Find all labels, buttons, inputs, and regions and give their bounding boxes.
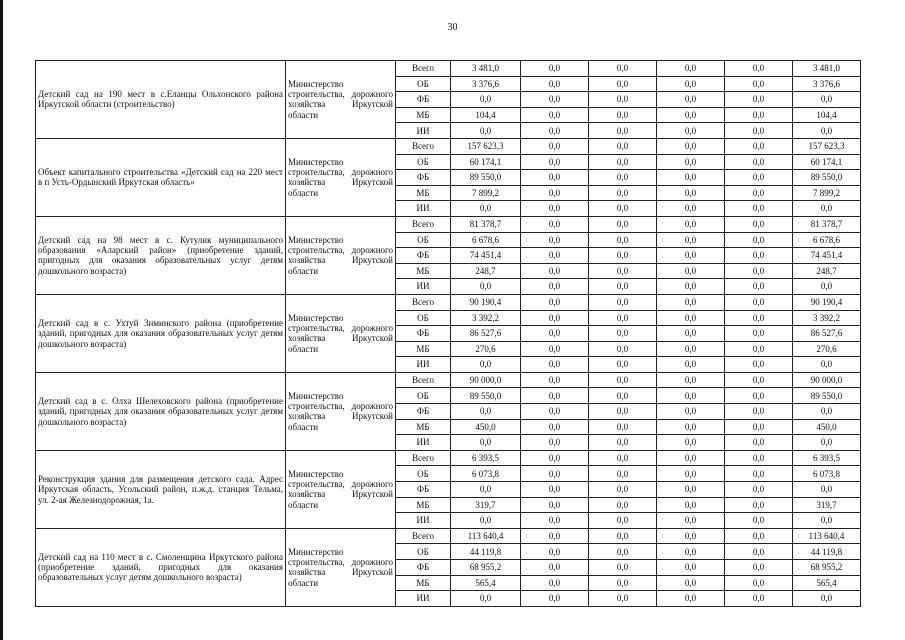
value-cell: 0,0 (793, 482, 861, 498)
value-cell: 0,0 (589, 170, 657, 186)
value-cell: 0,0 (657, 216, 725, 232)
value-cell: 0,0 (451, 123, 521, 139)
project-executor: Министерство строительства, дорожного хозяйства Иркутской области (286, 216, 396, 294)
value-cell: 0,0 (589, 591, 657, 607)
funding-source: Всего (396, 450, 451, 466)
value-cell: 0,0 (725, 575, 793, 591)
value-cell: 0,0 (589, 419, 657, 435)
value-cell: 0,0 (521, 154, 589, 170)
value-cell: 0,0 (657, 92, 725, 108)
value-cell: 0,0 (589, 326, 657, 342)
value-cell: 0,0 (657, 279, 725, 295)
value-cell: 0,0 (521, 560, 589, 576)
value-cell: 0,0 (725, 357, 793, 373)
funding-source: ИИ (396, 591, 451, 607)
value-cell: 6 678,6 (793, 232, 861, 248)
funding-source: ФБ (396, 482, 451, 498)
funding-source: ИИ (396, 435, 451, 451)
value-cell: 0,0 (451, 482, 521, 498)
value-cell: 0,0 (521, 294, 589, 310)
value-cell: 90 000,0 (451, 372, 521, 388)
value-cell: 0,0 (725, 450, 793, 466)
value-cell: 0,0 (657, 560, 725, 576)
funding-source: Всего (396, 372, 451, 388)
value-cell: 0,0 (521, 435, 589, 451)
value-cell: 0,0 (793, 123, 861, 139)
value-cell: 0,0 (793, 435, 861, 451)
value-cell: 0,0 (589, 185, 657, 201)
value-cell: 0,0 (451, 591, 521, 607)
value-cell: 0,0 (521, 326, 589, 342)
value-cell: 0,0 (589, 513, 657, 529)
value-cell: 0,0 (521, 138, 589, 154)
value-cell: 0,0 (521, 591, 589, 607)
project-name: Детский сад в с. Олха Шелеховского района (приобретение зданий, пригодных для оказания образовательных услуг детям дошкольного возраста) (36, 372, 286, 450)
value-cell: 0,0 (725, 76, 793, 92)
value-cell: 0,0 (451, 357, 521, 373)
value-cell: 0,0 (657, 341, 725, 357)
funding-source: МБ (396, 497, 451, 513)
value-cell: 90 000,0 (793, 372, 861, 388)
value-cell: 68 955,2 (793, 560, 861, 576)
value-cell: 0,0 (589, 497, 657, 513)
page-left-edge (0, 0, 3, 640)
value-cell: 0,0 (521, 216, 589, 232)
value-cell: 0,0 (725, 294, 793, 310)
value-cell: 113 640,4 (451, 528, 521, 544)
value-cell: 81 378,7 (793, 216, 861, 232)
value-cell: 0,0 (589, 107, 657, 123)
value-cell: 0,0 (589, 528, 657, 544)
value-cell: 0,0 (589, 123, 657, 139)
value-cell: 0,0 (793, 357, 861, 373)
value-cell: 0,0 (725, 170, 793, 186)
value-cell: 248,7 (451, 263, 521, 279)
funding-source: ФБ (396, 560, 451, 576)
funding-source: ФБ (396, 326, 451, 342)
funding-source: МБ (396, 185, 451, 201)
value-cell: 7 899,2 (451, 185, 521, 201)
value-cell: 86 527,6 (451, 326, 521, 342)
value-cell: 0,0 (521, 341, 589, 357)
value-cell: 0,0 (657, 123, 725, 139)
value-cell: 0,0 (657, 248, 725, 264)
project-executor: Министерство строительства, дорожного хозяйства Иркутской области (286, 372, 396, 450)
value-cell: 248,7 (793, 263, 861, 279)
value-cell: 0,0 (521, 263, 589, 279)
value-cell: 89 550,0 (451, 170, 521, 186)
value-cell: 0,0 (521, 388, 589, 404)
value-cell: 0,0 (725, 544, 793, 560)
value-cell: 0,0 (521, 201, 589, 217)
value-cell: 0,0 (589, 248, 657, 264)
value-cell: 0,0 (725, 341, 793, 357)
value-cell: 157 623,3 (793, 138, 861, 154)
value-cell: 0,0 (725, 419, 793, 435)
funding-table-body (36, 61, 861, 607)
value-cell: 0,0 (793, 92, 861, 108)
value-cell: 0,0 (589, 435, 657, 451)
value-cell: 0,0 (657, 528, 725, 544)
value-cell: 0,0 (793, 279, 861, 295)
funding-source: ИИ (396, 279, 451, 295)
funding-source: Всего (396, 138, 451, 154)
value-cell: 0,0 (657, 263, 725, 279)
value-cell: 0,0 (793, 404, 861, 420)
value-cell: 0,0 (521, 61, 589, 77)
value-cell: 113 640,4 (793, 528, 861, 544)
project-executor: Министерство строительства, дорожного хозяйства Иркутской области (286, 138, 396, 216)
value-cell: 0,0 (521, 123, 589, 139)
value-cell: 0,0 (793, 591, 861, 607)
value-cell: 3 376,6 (451, 76, 521, 92)
value-cell: 0,0 (521, 497, 589, 513)
value-cell: 0,0 (657, 466, 725, 482)
value-cell: 7 899,2 (793, 185, 861, 201)
funding-source: ИИ (396, 201, 451, 217)
value-cell: 0,0 (589, 404, 657, 420)
value-cell: 0,0 (521, 528, 589, 544)
value-cell: 0,0 (451, 279, 521, 295)
value-cell: 0,0 (725, 466, 793, 482)
value-cell: 6 393,5 (793, 450, 861, 466)
value-cell: 0,0 (793, 201, 861, 217)
value-cell: 6 073,8 (793, 466, 861, 482)
funding-source: ИИ (396, 123, 451, 139)
value-cell: 0,0 (725, 232, 793, 248)
value-cell: 90 190,4 (793, 294, 861, 310)
value-cell: 0,0 (589, 482, 657, 498)
value-cell: 0,0 (589, 544, 657, 560)
table-row (36, 372, 861, 388)
value-cell: 0,0 (725, 154, 793, 170)
value-cell: 0,0 (725, 497, 793, 513)
value-cell: 565,4 (793, 575, 861, 591)
value-cell: 0,0 (657, 404, 725, 420)
project-executor: Министерство строительства, дорожного хозяйства Иркутской области (286, 450, 396, 528)
value-cell: 89 550,0 (793, 170, 861, 186)
value-cell: 0,0 (521, 372, 589, 388)
project-name: Объект капитального строительства «Детский сад на 220 мест в п Усть-Ордынский Иркутская область» (36, 138, 286, 216)
value-cell: 90 190,4 (451, 294, 521, 310)
table-row (36, 528, 861, 544)
value-cell: 0,0 (521, 92, 589, 108)
value-cell: 0,0 (451, 435, 521, 451)
funding-source: ФБ (396, 170, 451, 186)
project-executor: Министерство строительства, дорожного хозяйства Иркутской области (286, 61, 396, 139)
value-cell: 6 073,8 (451, 466, 521, 482)
funding-source: МБ (396, 419, 451, 435)
value-cell: 0,0 (657, 107, 725, 123)
value-cell: 0,0 (657, 154, 725, 170)
value-cell: 0,0 (589, 279, 657, 295)
value-cell: 0,0 (589, 61, 657, 77)
value-cell: 0,0 (451, 201, 521, 217)
value-cell: 0,0 (521, 544, 589, 560)
funding-source: МБ (396, 341, 451, 357)
funding-table (35, 60, 861, 607)
value-cell: 0,0 (589, 92, 657, 108)
value-cell: 0,0 (589, 294, 657, 310)
funding-source: Всего (396, 528, 451, 544)
table-row (36, 61, 861, 77)
funding-source: ФБ (396, 404, 451, 420)
value-cell: 450,0 (451, 419, 521, 435)
value-cell: 0,0 (657, 232, 725, 248)
value-cell: 3 392,2 (451, 310, 521, 326)
value-cell: 450,0 (793, 419, 861, 435)
value-cell: 0,0 (521, 185, 589, 201)
value-cell: 0,0 (725, 248, 793, 264)
value-cell: 0,0 (521, 450, 589, 466)
value-cell: 0,0 (521, 357, 589, 373)
value-cell: 0,0 (657, 435, 725, 451)
value-cell: 0,0 (521, 248, 589, 264)
value-cell: 0,0 (657, 310, 725, 326)
funding-source: МБ (396, 107, 451, 123)
value-cell: 60 174,1 (793, 154, 861, 170)
value-cell: 0,0 (725, 107, 793, 123)
value-cell: 0,0 (589, 201, 657, 217)
value-cell: 0,0 (521, 466, 589, 482)
value-cell: 0,0 (521, 575, 589, 591)
project-name: Детский сад на 110 мест в с. Смоленщина Иркутского района (приобретение зданий, пригодных для оказания образовательных услуг детям дошкольного возраста) (36, 528, 286, 606)
value-cell: 0,0 (725, 123, 793, 139)
value-cell: 0,0 (657, 482, 725, 498)
funding-source: ФБ (396, 248, 451, 264)
value-cell: 0,0 (521, 170, 589, 186)
value-cell: 0,0 (725, 201, 793, 217)
project-name: Реконструкция здания для размещения детского сада. Адрес Иркутская область, Усольский район, п.ж.д. станция Тельма, ул. 2-ая Железнодорожная, 1а. (36, 450, 286, 528)
value-cell: 0,0 (521, 513, 589, 529)
funding-source: Всего (396, 61, 451, 77)
value-cell: 0,0 (725, 263, 793, 279)
value-cell: 0,0 (657, 185, 725, 201)
value-cell: 0,0 (657, 76, 725, 92)
project-name: Детский сад в с. Ухтуй Зиминского района (приобретение зданий, пригодных для оказания образовательных услуг детям дошкольного возраста) (36, 294, 286, 372)
value-cell: 104,4 (793, 107, 861, 123)
value-cell: 0,0 (657, 419, 725, 435)
value-cell: 0,0 (725, 326, 793, 342)
funding-source: ОБ (396, 544, 451, 560)
value-cell: 0,0 (657, 357, 725, 373)
value-cell: 0,0 (521, 310, 589, 326)
table-row (36, 294, 861, 310)
value-cell: 0,0 (521, 404, 589, 420)
value-cell: 68 955,2 (451, 560, 521, 576)
value-cell: 0,0 (657, 326, 725, 342)
value-cell: 0,0 (451, 513, 521, 529)
funding-source: ОБ (396, 76, 451, 92)
value-cell: 0,0 (725, 279, 793, 295)
value-cell: 0,0 (657, 513, 725, 529)
value-cell: 3 376,6 (793, 76, 861, 92)
project-name: Детский сад на 190 мест в с.Еланцы Ольхонского района Иркутской области (строительство) (36, 61, 286, 139)
value-cell: 74 451,4 (451, 248, 521, 264)
value-cell: 0,0 (725, 138, 793, 154)
value-cell: 89 550,0 (793, 388, 861, 404)
value-cell: 60 174,1 (451, 154, 521, 170)
funding-source: ОБ (396, 388, 451, 404)
value-cell: 0,0 (521, 482, 589, 498)
value-cell: 0,0 (725, 435, 793, 451)
value-cell: 0,0 (725, 92, 793, 108)
value-cell: 270,6 (793, 341, 861, 357)
value-cell: 0,0 (657, 138, 725, 154)
page-number: 30 (447, 22, 458, 33)
value-cell: 0,0 (589, 76, 657, 92)
value-cell: 0,0 (657, 591, 725, 607)
value-cell: 0,0 (657, 388, 725, 404)
value-cell: 0,0 (521, 279, 589, 295)
funding-source: ОБ (396, 310, 451, 326)
value-cell: 0,0 (725, 482, 793, 498)
value-cell: 0,0 (589, 357, 657, 373)
funding-source: ФБ (396, 92, 451, 108)
funding-source: ОБ (396, 466, 451, 482)
value-cell: 157 623,3 (451, 138, 521, 154)
value-cell: 0,0 (725, 185, 793, 201)
funding-source: МБ (396, 575, 451, 591)
value-cell: 0,0 (589, 154, 657, 170)
value-cell: 0,0 (451, 92, 521, 108)
value-cell: 319,7 (793, 497, 861, 513)
value-cell: 44 119,8 (793, 544, 861, 560)
value-cell: 0,0 (725, 310, 793, 326)
funding-source: ИИ (396, 513, 451, 529)
value-cell: 0,0 (589, 216, 657, 232)
value-cell: 319,7 (451, 497, 521, 513)
value-cell: 0,0 (589, 388, 657, 404)
value-cell: 0,0 (725, 61, 793, 77)
value-cell: 0,0 (589, 450, 657, 466)
value-cell: 0,0 (589, 310, 657, 326)
value-cell: 0,0 (589, 560, 657, 576)
value-cell: 44 119,8 (451, 544, 521, 560)
value-cell: 0,0 (657, 201, 725, 217)
value-cell: 0,0 (657, 372, 725, 388)
funding-source: МБ (396, 263, 451, 279)
value-cell: 0,0 (589, 138, 657, 154)
value-cell: 0,0 (521, 419, 589, 435)
value-cell: 0,0 (657, 294, 725, 310)
value-cell: 0,0 (589, 575, 657, 591)
value-cell: 104,4 (451, 107, 521, 123)
value-cell: 0,0 (725, 404, 793, 420)
table-row (36, 216, 861, 232)
value-cell: 81 378,7 (451, 216, 521, 232)
value-cell: 0,0 (521, 76, 589, 92)
value-cell: 86 527,6 (793, 326, 861, 342)
value-cell: 0,0 (725, 528, 793, 544)
table-row (36, 450, 861, 466)
value-cell: 0,0 (793, 513, 861, 529)
project-name: Детский сад на 98 мест в с. Кутулик муниципального образования «Аларский район» (приобретение зданий, пригодных для оказания образовательных услуг детям дошкольного возраста) (36, 216, 286, 294)
value-cell: 74 451,4 (793, 248, 861, 264)
value-cell: 0,0 (589, 232, 657, 248)
value-cell: 0,0 (725, 591, 793, 607)
project-executor: Министерство строительства, дорожного хозяйства Иркутской области (286, 528, 396, 606)
value-cell: 0,0 (725, 560, 793, 576)
value-cell: 3 392,2 (793, 310, 861, 326)
value-cell: 0,0 (657, 450, 725, 466)
value-cell: 0,0 (657, 61, 725, 77)
value-cell: 0,0 (589, 372, 657, 388)
table-row (36, 138, 861, 154)
funding-source: Всего (396, 216, 451, 232)
value-cell: 565,4 (451, 575, 521, 591)
value-cell: 0,0 (521, 107, 589, 123)
value-cell: 3 481,0 (793, 61, 861, 77)
value-cell: 0,0 (657, 575, 725, 591)
value-cell: 0,0 (521, 232, 589, 248)
funding-source: ОБ (396, 232, 451, 248)
funding-source: Всего (396, 294, 451, 310)
funding-source: ИИ (396, 357, 451, 373)
funding-source: ОБ (396, 154, 451, 170)
value-cell: 0,0 (725, 513, 793, 529)
value-cell: 0,0 (589, 341, 657, 357)
value-cell: 3 481,0 (451, 61, 521, 77)
value-cell: 0,0 (657, 170, 725, 186)
value-cell: 270,6 (451, 341, 521, 357)
value-cell: 0,0 (725, 388, 793, 404)
value-cell: 0,0 (589, 263, 657, 279)
value-cell: 0,0 (451, 404, 521, 420)
value-cell: 0,0 (725, 216, 793, 232)
value-cell: 0,0 (589, 466, 657, 482)
value-cell: 0,0 (725, 372, 793, 388)
value-cell: 89 550,0 (451, 388, 521, 404)
value-cell: 6 678,6 (451, 232, 521, 248)
value-cell: 0,0 (657, 544, 725, 560)
project-executor: Министерство строительства, дорожного хозяйства Иркутской области (286, 294, 396, 372)
value-cell: 0,0 (657, 497, 725, 513)
value-cell: 6 393,5 (451, 450, 521, 466)
